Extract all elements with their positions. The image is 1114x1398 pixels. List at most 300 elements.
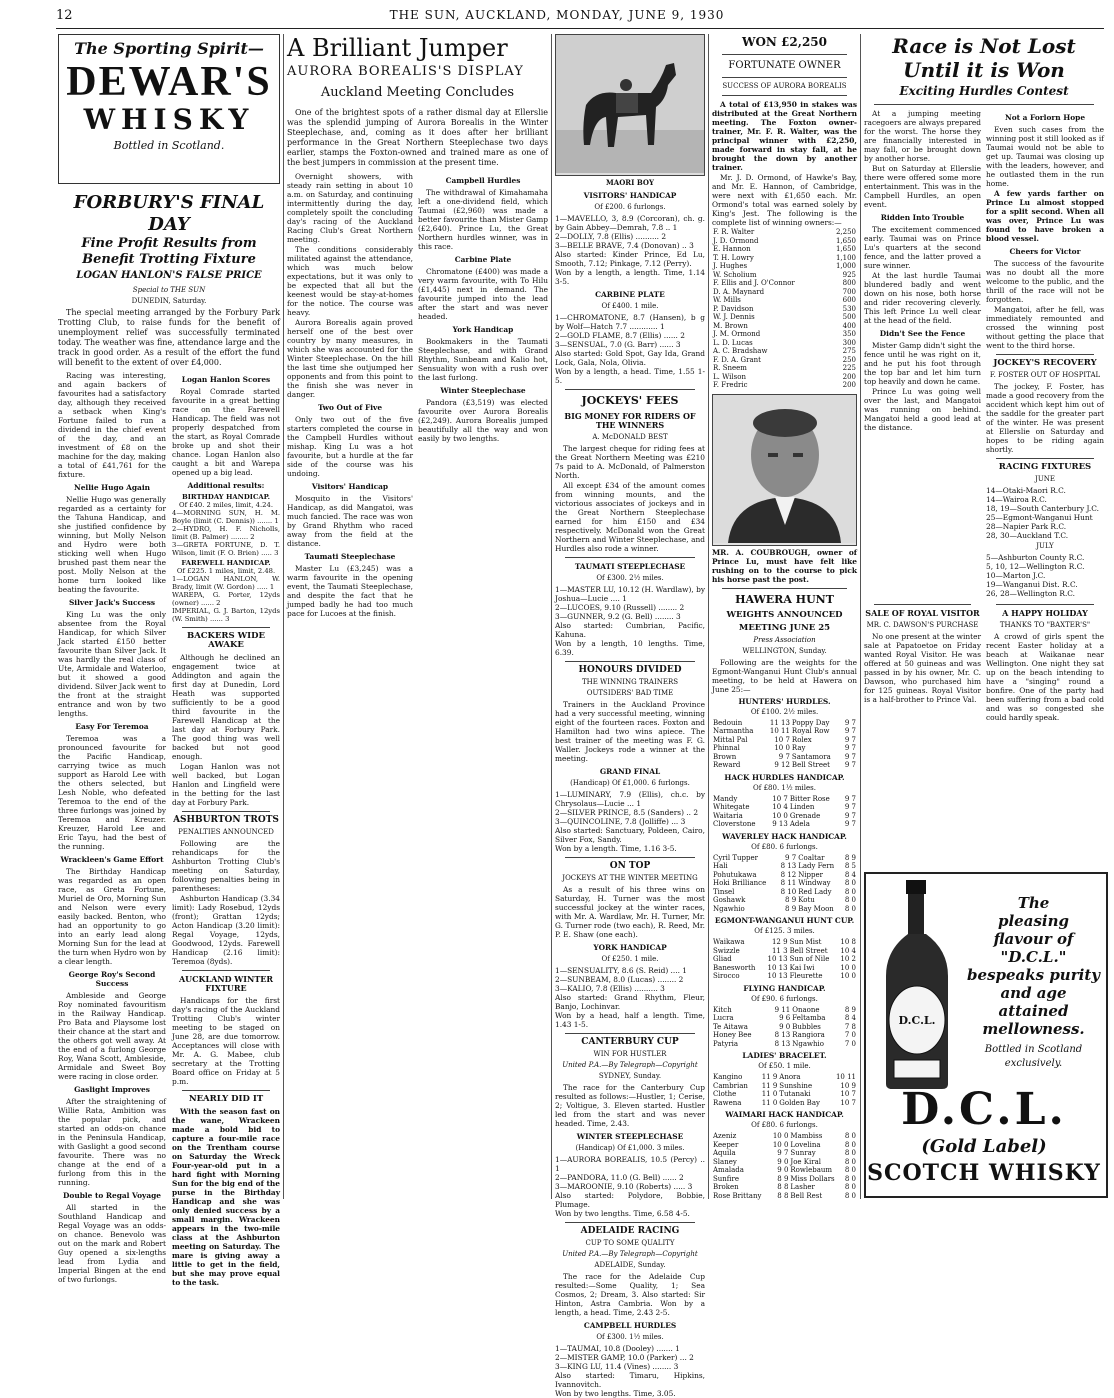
forbury-h1: Nellie Hugo Again xyxy=(73,483,151,492)
owner-name: L. D. Lucas xyxy=(713,338,753,347)
brilliant-p10: Pandora (£3,519) was elected favourite over Aurora Borealis (£2,249). Aurora Borealis jumped beautifully all the way and won easily by two lengths. xyxy=(418,398,548,443)
horse-name: Patyria xyxy=(713,1039,739,1048)
horse-weight: 8 0 xyxy=(844,1174,856,1183)
horse-name: Rangiora xyxy=(792,1031,825,1039)
york-title: YORK HANDICAP xyxy=(593,943,667,952)
dcl-exclusively: exclusively. xyxy=(1004,1058,1063,1069)
horse-weight: 10 0 xyxy=(840,972,856,980)
horse-weight: 8 13 xyxy=(774,1039,791,1048)
weights-row xyxy=(712,1031,857,1040)
horse-name: Bell Rest xyxy=(790,1191,823,1200)
horse-weight: 10 0 xyxy=(772,1140,789,1149)
horse-weight: 9 0 xyxy=(777,1157,789,1166)
owner-amount: 1,650 xyxy=(835,245,856,253)
divider xyxy=(182,970,270,971)
horse-name: Lovelina xyxy=(790,1140,821,1149)
horse-weight: 8 0 xyxy=(844,1132,856,1140)
horse-weight: 12 9 xyxy=(771,938,788,946)
horse-weight: 9 7 xyxy=(844,727,856,735)
divider xyxy=(722,95,847,96)
weights-table xyxy=(712,719,857,770)
divider xyxy=(565,1222,695,1223)
owner-name: A. C. Bradshaw xyxy=(713,347,768,355)
horse-weight: 8 12 xyxy=(780,870,797,879)
weights-row xyxy=(712,1014,857,1023)
result-line: Won by a head, half a length. Time, 1.43 1-5. xyxy=(555,1011,705,1029)
race-p7: Even such cases from the winning post it still looked as if Taumai would not be able to get up. Taumai was closing up with the leaders, however, and he outlasted them in the run home. xyxy=(986,125,1104,188)
divider xyxy=(182,627,270,628)
adelaide-dateline: ADELAIDE, Sunday. xyxy=(594,1261,666,1269)
brilliant-col-right xyxy=(418,172,548,619)
result-line: 1—MAVELLO, 3, 8.9 (Corcoran), ch. g. by Gain Abbey—Demrah, 7.8 .. 1 xyxy=(555,214,705,232)
forbury-h5: George Roy's Second Success xyxy=(68,970,156,988)
horse-weight: 9 7 xyxy=(777,1149,789,1157)
forbury-p2: Nellie Hugo was generally regarded as a certainty for the Tahuna Handicap, and she justified confidence by winning, but Molly Nelson and Hydro were both sticking well when Hugo brushed past them near the post. Molly Nelson at the home turn looked like beating the favourite. xyxy=(58,495,166,594)
horse-weight: 10 4 xyxy=(772,803,788,811)
horse-weight: 8 9 xyxy=(844,853,856,862)
race-p4: At the last hurdle Taumai blundered badly and went down on his nose, both horse and rider recovering cleverly. This left Prince Lu well clear at the head of the field. xyxy=(864,271,981,325)
owner-row xyxy=(712,364,857,373)
result-line: Also started: Timaru, Hipkins, Ivannovitch. xyxy=(555,1371,705,1389)
horse-name: Bubbles xyxy=(792,1022,821,1031)
forbury-subtitle2: Benefit Trotting Fixture xyxy=(82,252,256,267)
horse-weight: 9 7 xyxy=(785,853,797,862)
taumati-sub: Of £300. 2½ miles. xyxy=(596,574,664,582)
forbury-byline: Special to THE SUN xyxy=(132,286,206,294)
weights-table xyxy=(712,1006,857,1049)
race-p9: The success of the favourite was no doubt all the more welcome to the public, and the thrill of the race will not be forgotten. xyxy=(986,259,1104,304)
coubrough-photo xyxy=(712,394,857,546)
horse-name: Phinnal xyxy=(713,744,740,752)
horse-weight: 10 7 xyxy=(840,1090,856,1098)
horse-weight: 10 0 xyxy=(772,811,788,820)
brilliant-p9: Bookmakers in the Taumati Steeplechase, and with Grand Rhythm, Sunbeam and Kalio hot, Sensuality won with a rush over the last furlong. xyxy=(418,337,548,382)
weights-table-title: HACK HURDLES HANDICAP. xyxy=(724,772,845,782)
forbury-p9: Royal Comrade started favourite in a great betting race on the Farewell Handicap. The field was not properly despatched from the start, as Royal Comrade broke up and shot their chance. Logan Hanlon also caught a bit and Warepa opened up a big lead. xyxy=(172,387,280,477)
horse-weight: 8 0 xyxy=(844,1140,856,1149)
weights-row xyxy=(712,736,857,745)
result-line: 3—GRETA FORTUNE, D. T. Wilson, limit (F. O. Brien) ..... 3 xyxy=(172,541,280,557)
hawera-weights xyxy=(712,697,857,1201)
weights-table-title: HUNTERS' HURDLES. xyxy=(738,696,831,706)
brilliant-p6: Master Lu (£3,245) was a warm favourite in the opening event, the Taumati Steeplechase, and despite the fact that he jumped badly he had too much pace for Lucoes at the finish. xyxy=(287,564,413,618)
horse-weight: 10 13 xyxy=(767,972,788,980)
result-line: 3—SENSUAL, 7.0 (G. Barr) ...... 3 xyxy=(555,340,681,349)
horse-weight: 8 11 xyxy=(780,879,797,887)
horse-weight: 8 9 xyxy=(777,1174,789,1183)
horse-weight: 10 0 xyxy=(772,1132,789,1140)
owner-row xyxy=(712,296,857,305)
won-sub2: SUCCESS OF AURORA BOREALIS xyxy=(722,82,847,90)
race-sub: Exciting Hurdles Contest xyxy=(899,84,1069,98)
owner-amount: 200 xyxy=(842,372,856,381)
owner-row xyxy=(712,381,857,390)
horse-name: Gliad xyxy=(713,955,732,963)
horse-name: Ray xyxy=(791,744,806,752)
result-line: Also started: Cumbrian, Pacific, Kahuna. xyxy=(555,621,705,639)
horse-name: Bell Street xyxy=(789,946,828,955)
race-h4: Cheers for Victor xyxy=(1009,247,1081,256)
jockeys-p1: The largest cheque for riding fees at the Great Northern Meeting was £210 7s paid to A. McDonald, of Palmerston North. xyxy=(555,444,705,480)
owner-name: J. D. Ormond xyxy=(713,236,759,245)
owner-row xyxy=(712,373,857,382)
brilliant-p4: Only two out of the five starters completed the course in the Campbell Hurdles without mishap. King Lu was a hot favourite, but a hurdle at the far side of the course was his undoing. xyxy=(287,415,413,478)
divider xyxy=(565,661,695,662)
won-p2: Mr. J. D. Ormond, of Hawke's Bay, and Mr. E. Hannon, of Cambridge, were next with £1,650 each. Mr. Ormond's total was earned solely by King's Jest. The following is the complete list of winning owners:— xyxy=(712,173,857,227)
horse-name: Poppy Day xyxy=(791,718,830,727)
horse-weight: 7 8 xyxy=(844,1022,856,1031)
weights-row xyxy=(712,744,857,753)
brilliant-h7: Winter Steeplechase xyxy=(440,386,526,395)
horse-weight: 8 0 xyxy=(844,1191,856,1200)
fixture-item: 19—Wanganui Dist. R.C. xyxy=(986,580,1078,589)
divider xyxy=(722,588,847,589)
dcl-line4: "D.C.L." xyxy=(1000,948,1067,966)
fixture-item: 28, 30—Auckland T.C. xyxy=(986,531,1069,540)
weights-table-title: WAIMARI HACK HANDICAP. xyxy=(725,1110,844,1119)
divider xyxy=(722,54,847,55)
divider xyxy=(874,104,1094,105)
brilliant-p2: The conditions considerably militated against the attendance, which was much below expectations, but it was only to be expected that all but the keenest would be stay-at-homes for the notice. The course was heavy. xyxy=(287,245,413,317)
honours-sub2: OUTSIDERS' BAD TIME xyxy=(586,689,674,697)
nearly-title: NEARLY DID IT xyxy=(188,1094,264,1104)
weights-table xyxy=(712,854,857,914)
weights-row xyxy=(712,1149,857,1158)
horse-weight: 8 0 xyxy=(844,1166,856,1174)
owner-row xyxy=(712,228,857,237)
backers-title: BACKERS WIDE AWAKE xyxy=(187,631,265,650)
horse-name: Swizzle xyxy=(713,946,740,955)
brilliant-h4: Campbell Hurdles xyxy=(445,176,521,185)
fixture-item: 25—Egmont-Wanganui Hunt xyxy=(986,513,1093,522)
fixture-item: 10—Marton J.C. xyxy=(986,571,1046,580)
result-line: 3—MAROONIE, 9.10 (Roberts) ..... 3 xyxy=(555,1182,693,1191)
forbury-p1: Racing was interesting, and again backers of favourites had a satisfactory day, although they received a setback when King's Fortune failed to run a dividend in the chief event of the day, and an investment of £8 on the machine for the day, making a total of £41,761 for the fixture. xyxy=(58,371,166,479)
horse-weight: 11 0 xyxy=(761,1090,778,1098)
forbury-p6: Ambleside and George Roy nominated favouritism in the Railway Handicap. Pro Bata and Playsome lost their chance at the start and the others got well away. At the end of a furlong George Roy, Wana Scott, Ambleside, Armidale and Sweet Boy were racing in close order. xyxy=(58,991,166,1081)
fixture-item: 28—Napier Park R.C. xyxy=(986,522,1067,531)
owner-amount: 800 xyxy=(842,279,856,287)
forbury-h2: Silver Jack's Success xyxy=(68,598,156,607)
result-line: FAREWELL HANDICAP. xyxy=(181,559,271,567)
horse-name: Bell Street xyxy=(791,761,830,769)
owner-row xyxy=(712,305,857,314)
weights-row xyxy=(712,1006,857,1015)
horse-name: Mandy xyxy=(713,794,738,803)
forbury-h8: Logan Hanlon Scores xyxy=(181,375,271,384)
jockeys-sub: BIG MONEY FOR RIDERS OF THE WINNERS xyxy=(564,411,696,430)
forbury-h7: Double to Regal Voyage xyxy=(63,1191,161,1200)
brilliant-section xyxy=(287,34,548,1199)
owner-amount: 2,250 xyxy=(835,228,856,236)
ashburton-title: ASHBURTON TROTS xyxy=(173,815,279,825)
horse-name: Waikawa xyxy=(713,938,745,946)
horse-name: Aquila xyxy=(713,1149,736,1157)
owner-amount: 530 xyxy=(842,304,856,313)
ontop-p1: As a result of his three wins on Saturday, H. Turner was the most successful jockey at the winter races, with Mr. A. Wardlaw, Mr. H. Turner, Mr. G. Turner rode (two each), R. Reed, Mr. P. E. Shaw (one each). xyxy=(555,885,705,939)
horse-weight: 9 7 xyxy=(844,752,856,761)
jockeys-sub2: A. McDONALD BEST xyxy=(592,433,668,441)
horse-weight: 10 9 xyxy=(840,1081,856,1090)
owner-name: R. Sneem xyxy=(713,364,747,372)
result-line: 1—CHROMATONE, 8.7 (Hansen), b g by Wolf—Hatch 7.7 ............ 1 xyxy=(555,313,705,331)
horse-weight: 8 9 xyxy=(785,896,797,904)
owner-name: W. Scholium xyxy=(713,270,757,279)
column-divider xyxy=(283,34,284,1199)
fixture-item: 14—Otaki-Maori R.C. xyxy=(986,486,1066,495)
horse-name: Sunray xyxy=(790,1149,816,1157)
owner-amount: 1,100 xyxy=(835,253,856,262)
canterbury-dateline: SYDNEY, Sunday. xyxy=(598,1072,662,1080)
horse-weight: 7 0 xyxy=(844,1039,856,1048)
won-title: WON £2,250 xyxy=(741,35,827,49)
campbell-sub: Of £300. 1½ miles. xyxy=(596,1333,664,1341)
horse-name: Red Lady xyxy=(798,887,832,896)
weights-row xyxy=(712,1090,857,1099)
horse-weight: 9 7 xyxy=(844,820,856,828)
visitors-title: VISITORS' HANDICAP xyxy=(583,191,677,200)
horse-weight: 9 0 xyxy=(779,1022,791,1031)
forbury-col-right xyxy=(172,371,280,1288)
result-line: Of £40. 2 miles, limit, 4.24. xyxy=(179,501,273,509)
campbell-title: CAMPBELL HURDLES xyxy=(583,1321,677,1330)
owner-row xyxy=(712,356,857,365)
owner-amount: 600 xyxy=(842,296,856,304)
hawera-title: HAWERA HUNT xyxy=(735,592,834,606)
horse-weight: 10 0 xyxy=(840,963,856,972)
ashburton-p2: Ashburton Handicap (3.34 limit): Lady Rosebud, 12yds (front); Grattan 12yds; Acton Handicap (3.20 limit): Regal Voyage, 12yds, Goodwood, 12yds. Farewell Handicap (2.16 limit): Teremoa (8yds). xyxy=(172,894,280,966)
weights-table-title: LADIES' BRACELET. xyxy=(742,1051,827,1060)
horse-name: Lasher xyxy=(790,1183,815,1191)
weights-row xyxy=(712,1141,857,1150)
horse-name: Adela xyxy=(789,820,810,828)
horse-name: Sunfire xyxy=(713,1174,739,1183)
horse-weight: 10 7 xyxy=(840,1098,856,1107)
result-line: 3—KALIO, 7.8 (Ellis) .......... 3 xyxy=(555,984,665,993)
dcl-ad xyxy=(864,872,1108,1198)
horse-weight: 8 9 xyxy=(785,904,797,913)
horse-weight: 10 11 xyxy=(769,727,790,735)
horse-weight: 8 0 xyxy=(844,1183,856,1191)
fixtures-july: JULY xyxy=(1036,542,1054,550)
result-line: 4—MORNING SUN, H. M. Boyle (limit (C. Dennis)) ....... 1 xyxy=(172,509,280,525)
race-title1: Race is Not Lost xyxy=(892,34,1076,58)
backers-p2: Logan Hanlon was not well backed, but Logan Hanlon and Lingfield were in the betting for the last day at Forbury Park. xyxy=(172,762,280,807)
result-line: Won by two lengths. Time, 3.05. xyxy=(555,1389,676,1398)
dcl-line3: flavour of xyxy=(993,930,1074,948)
royal-title: SALE OF ROYAL VISITOR xyxy=(865,608,980,618)
adelaide-sub: CUP TO SOME QUALITY xyxy=(585,1239,675,1247)
owner-name: F. R. Walter xyxy=(713,228,755,236)
horse-name: Amalada xyxy=(713,1166,744,1174)
owner-amount: 275 xyxy=(842,347,856,355)
visitors-sub: Of £200. 6 furlongs. xyxy=(594,203,666,211)
horse-weight: 8 0 xyxy=(844,887,856,896)
won-sub: FORTUNATE OWNER xyxy=(728,60,841,71)
divider xyxy=(996,458,1094,459)
race-p3: The excitement commenced early. Taumai was on Prince Lu's quarters at the second fence, and the latter proved a sure winner. xyxy=(864,225,981,270)
winter-title: WINTER STEEPLECHASE xyxy=(576,1132,684,1141)
horse-name: Goshawk xyxy=(713,896,746,904)
weights-row xyxy=(712,1183,857,1192)
horse-weight: 8 0 xyxy=(844,1157,856,1166)
result-line: 3—QUINCOLINE, 7.8 (Jolliffe) ... 3 xyxy=(555,817,686,826)
forbury-subtitle1: Fine Profit Results from xyxy=(81,236,257,251)
hawera-dateline: WELLINGTON, Sunday. xyxy=(742,646,827,655)
dewars-brand: DEWAR'S xyxy=(66,59,272,105)
horse-name: Lady Fern xyxy=(798,862,835,870)
horse-name: Kai Iwi xyxy=(789,963,815,972)
jockeys-p2: All except £34 of the amount comes from winning mounts, and the victorious associates of jockeys and in the Great Northern Steeplechase earned for him £150 and £34 respectively. McDonald won the Great Northern and Winter Steeplechase, and Hurdles also rode a winner. xyxy=(555,481,705,553)
fixture-item: 14—Wairoa R.C. xyxy=(986,495,1047,504)
recovery-p1: The jockey, F. Foster, has made a good recovery from the accident which kept him out of the saddle for the greater part of the winter. He was present at Ellerslie on Saturday and hopes to be riding again shortly. xyxy=(986,382,1104,454)
result-line: 2—GOLD FLAME, 8.7 (Ellis) ...... 2 xyxy=(555,331,685,340)
weights-row xyxy=(712,803,857,812)
horse-weight: 8 4 xyxy=(844,1014,856,1022)
horse-name: Rowlebaum xyxy=(790,1166,833,1174)
winter-sub: (Handicap) Of £1,000. 3 miles. xyxy=(575,1144,685,1152)
owner-row xyxy=(712,262,857,271)
horse-name: Windway xyxy=(798,879,831,887)
horse-name: Banesworth xyxy=(713,963,756,972)
weights-row xyxy=(712,871,857,880)
result-line: Won by a length. Time, 1.16 3-5. xyxy=(555,844,677,853)
dewars-tagline: Bottled in Scotland. xyxy=(113,139,225,152)
dcl-copy xyxy=(966,894,1101,1038)
dcl-scotch: SCOTCH WHISKY xyxy=(867,1160,1101,1186)
horse-name: Clothe xyxy=(713,1090,737,1098)
weights-row xyxy=(712,1023,857,1032)
owner-row xyxy=(712,279,857,288)
race-p5: Mister Gamp didn't sight the fence until he was right on it, and he put his foot through the top bar and let him turn top heavily and down he came. xyxy=(864,341,981,386)
weights-row xyxy=(712,879,857,888)
column-divider xyxy=(708,34,709,1199)
result-line: 2—HYDRO, H. F. Nicholls, limit (B. Palmer) ........ 2 xyxy=(172,525,280,541)
horse-name: Linden xyxy=(789,803,815,811)
horse-weight: 7 0 xyxy=(844,1031,856,1039)
won-p1: A total of £13,950 in stakes was distributed at the Great Northern meeting. The Foxton owner-trainer, Mr. F. R. Walter, was the principal winner with £2,250, made forward in stay fall, at he brought the down by another trainer. xyxy=(712,100,857,172)
dcl-line7: mellowness. xyxy=(982,1020,1085,1038)
fixtures-july-list xyxy=(986,553,1104,598)
hawera-sub: WEIGHTS ANNOUNCED xyxy=(726,609,843,620)
brilliant-title: A Brilliant Jumper xyxy=(287,34,508,62)
horse-name: Bedouin xyxy=(713,718,743,727)
weights-row xyxy=(712,896,857,905)
maori-boy-photo xyxy=(555,34,705,176)
dcl-line1: The xyxy=(1017,894,1050,912)
horse-weight: 11 9 xyxy=(761,1081,778,1090)
weights-row xyxy=(712,761,857,770)
owner-name: W. Mills xyxy=(713,296,741,304)
owner-row xyxy=(712,254,857,263)
horse-name: Lucra xyxy=(713,1014,734,1022)
owner-name: P. Davidson xyxy=(713,304,754,313)
result-line: 3—BELLE BRAVE, 7.4 (Donovan) .. 3 xyxy=(555,241,694,250)
horse-name: Rolex xyxy=(791,735,812,744)
weights-row xyxy=(712,1166,857,1175)
race-h3: Not a Forlorn Hope xyxy=(1004,113,1086,122)
weights-table-title: EGMONT-WANGANUI HUNT CUP. xyxy=(714,916,855,925)
forbury-section xyxy=(58,34,280,1287)
canterbury-byline: United P.A.—By Telegraph—Copyright xyxy=(562,1061,698,1069)
forbury-col-left xyxy=(58,371,166,1288)
dewars-product: WHISKY xyxy=(83,103,255,136)
result-line: 2—MISTER GAMP, 10.0 (Parker) ... 2 xyxy=(555,1353,694,1362)
maori-boy-caption: MAORI BOY xyxy=(606,178,654,187)
horse-name: Tinsel xyxy=(713,887,735,896)
horse-weight: 9 7 xyxy=(844,794,856,803)
result-line: Of £225. 1 miles, limit, 2.48. xyxy=(176,567,276,575)
weights-row xyxy=(712,905,857,914)
weights-table-title: FLYING HANDICAP. xyxy=(743,983,826,993)
weights-row xyxy=(712,820,857,829)
weights-row xyxy=(712,862,857,871)
owner-name: L. Wilson xyxy=(713,372,746,381)
masthead: THE SUN, AUCKLAND, MONDAY, JUNE 9, 1930 xyxy=(389,8,725,22)
horse-weight: 10 7 xyxy=(774,735,790,744)
won-section xyxy=(712,34,857,1199)
race-p2: But on Saturday at Ellerslie there were offered some more entertainment. This was in the Campbell Hurdles, an open event. xyxy=(864,164,981,209)
backers-p1: Although he declined an engagement twice at Addington and again the first day at Dunedin, Lord Heath was supported sufficiently to be a good third favourite in the Farewell Handicap at the last day at Forbury Park. The good thing was well backed but not good enough. xyxy=(172,653,280,761)
horse-name: Rose Brittany xyxy=(713,1191,762,1200)
forbury-h4: Wrackleen's Game Effort xyxy=(60,855,164,864)
result-line: 2—SILVER PRINCE, 8.5 (Sanders) .. 2 xyxy=(555,808,699,817)
weights-row xyxy=(712,1175,857,1184)
brilliant-subtitle2: Auckland Meeting Concludes xyxy=(320,85,515,100)
brilliant-h5: Carbine Plate xyxy=(454,255,512,264)
canterbury-sub: WIN FOR HUSTLER xyxy=(593,1050,667,1058)
result-line: 2—DOLLY, 7.8 (Ellis) .......... 2 xyxy=(555,232,667,241)
adelaide-title: ADELAIDE RACING xyxy=(580,1226,680,1236)
forbury-dateline: DUNEDIN, Saturday. xyxy=(131,297,207,305)
horse-weight: 9 12 xyxy=(774,761,790,769)
horse-weight: 8 8 xyxy=(777,1191,789,1200)
weights-table-title: WAVERLEY HACK HANDICAP. xyxy=(722,831,847,841)
race-col-right xyxy=(986,109,1104,598)
horse-weight: 9 7 xyxy=(844,811,856,820)
dcl-line6: and age attained xyxy=(998,984,1069,1020)
weights-row xyxy=(712,947,857,956)
forbury-p7: After the straightening of Willie Rata, Ambition was the popular pick, and started an odds-on chance in the Peninsula Handicap, with Gaslight a good second favourite. There was no change at the end of a furlong from this in the running. xyxy=(58,1097,166,1187)
horse-weight: 8 0 xyxy=(844,1149,856,1157)
horse-weight: 9 13 xyxy=(772,820,788,828)
weights-row xyxy=(712,753,857,762)
horse-name: Joe Kiral xyxy=(790,1157,822,1166)
owner-amount: 1,000 xyxy=(835,262,856,270)
owner-name: T. H. Lowry xyxy=(713,253,754,262)
owner-row xyxy=(712,271,857,280)
dcl-line5: bespeaks purity xyxy=(967,966,1100,984)
weights-table-sub: Of £80. 6 furlongs. xyxy=(751,842,818,851)
horse-name: Mittal Pal xyxy=(713,735,748,744)
auckland-winter-p1: Handicaps for the first day's racing of the Auckland Trotting Club's winter meeting to be staged on June 28, are due tomorrow. Acceptances will close with Mr. A. G. Mabee, club secretary at the Trotting Board office on Friday at 5 p.m. xyxy=(172,996,280,1086)
result-line: 2—SUNBEAM, 8.0 (Lucas) ........ 2 xyxy=(555,975,684,984)
horse-name: Kangino xyxy=(713,1073,743,1081)
weights-row xyxy=(712,719,857,728)
owner-row xyxy=(712,237,857,246)
horse-name: Slaney xyxy=(713,1157,737,1166)
weights-row xyxy=(712,795,857,804)
owner-amount: 925 xyxy=(842,270,856,279)
recovery-title: JOCKEY'S RECOVERY xyxy=(993,358,1097,368)
owner-name: F. Fredric xyxy=(713,381,748,389)
weights-table xyxy=(712,1073,857,1107)
horse-name: Royal Row xyxy=(791,727,830,735)
divider xyxy=(722,77,847,78)
forbury-subtitle3: LOGAN HANLON'S FALSE PRICE xyxy=(76,270,262,281)
horse-name: Golden Bay xyxy=(779,1098,820,1107)
owner-amount: 1,650 xyxy=(835,236,856,245)
